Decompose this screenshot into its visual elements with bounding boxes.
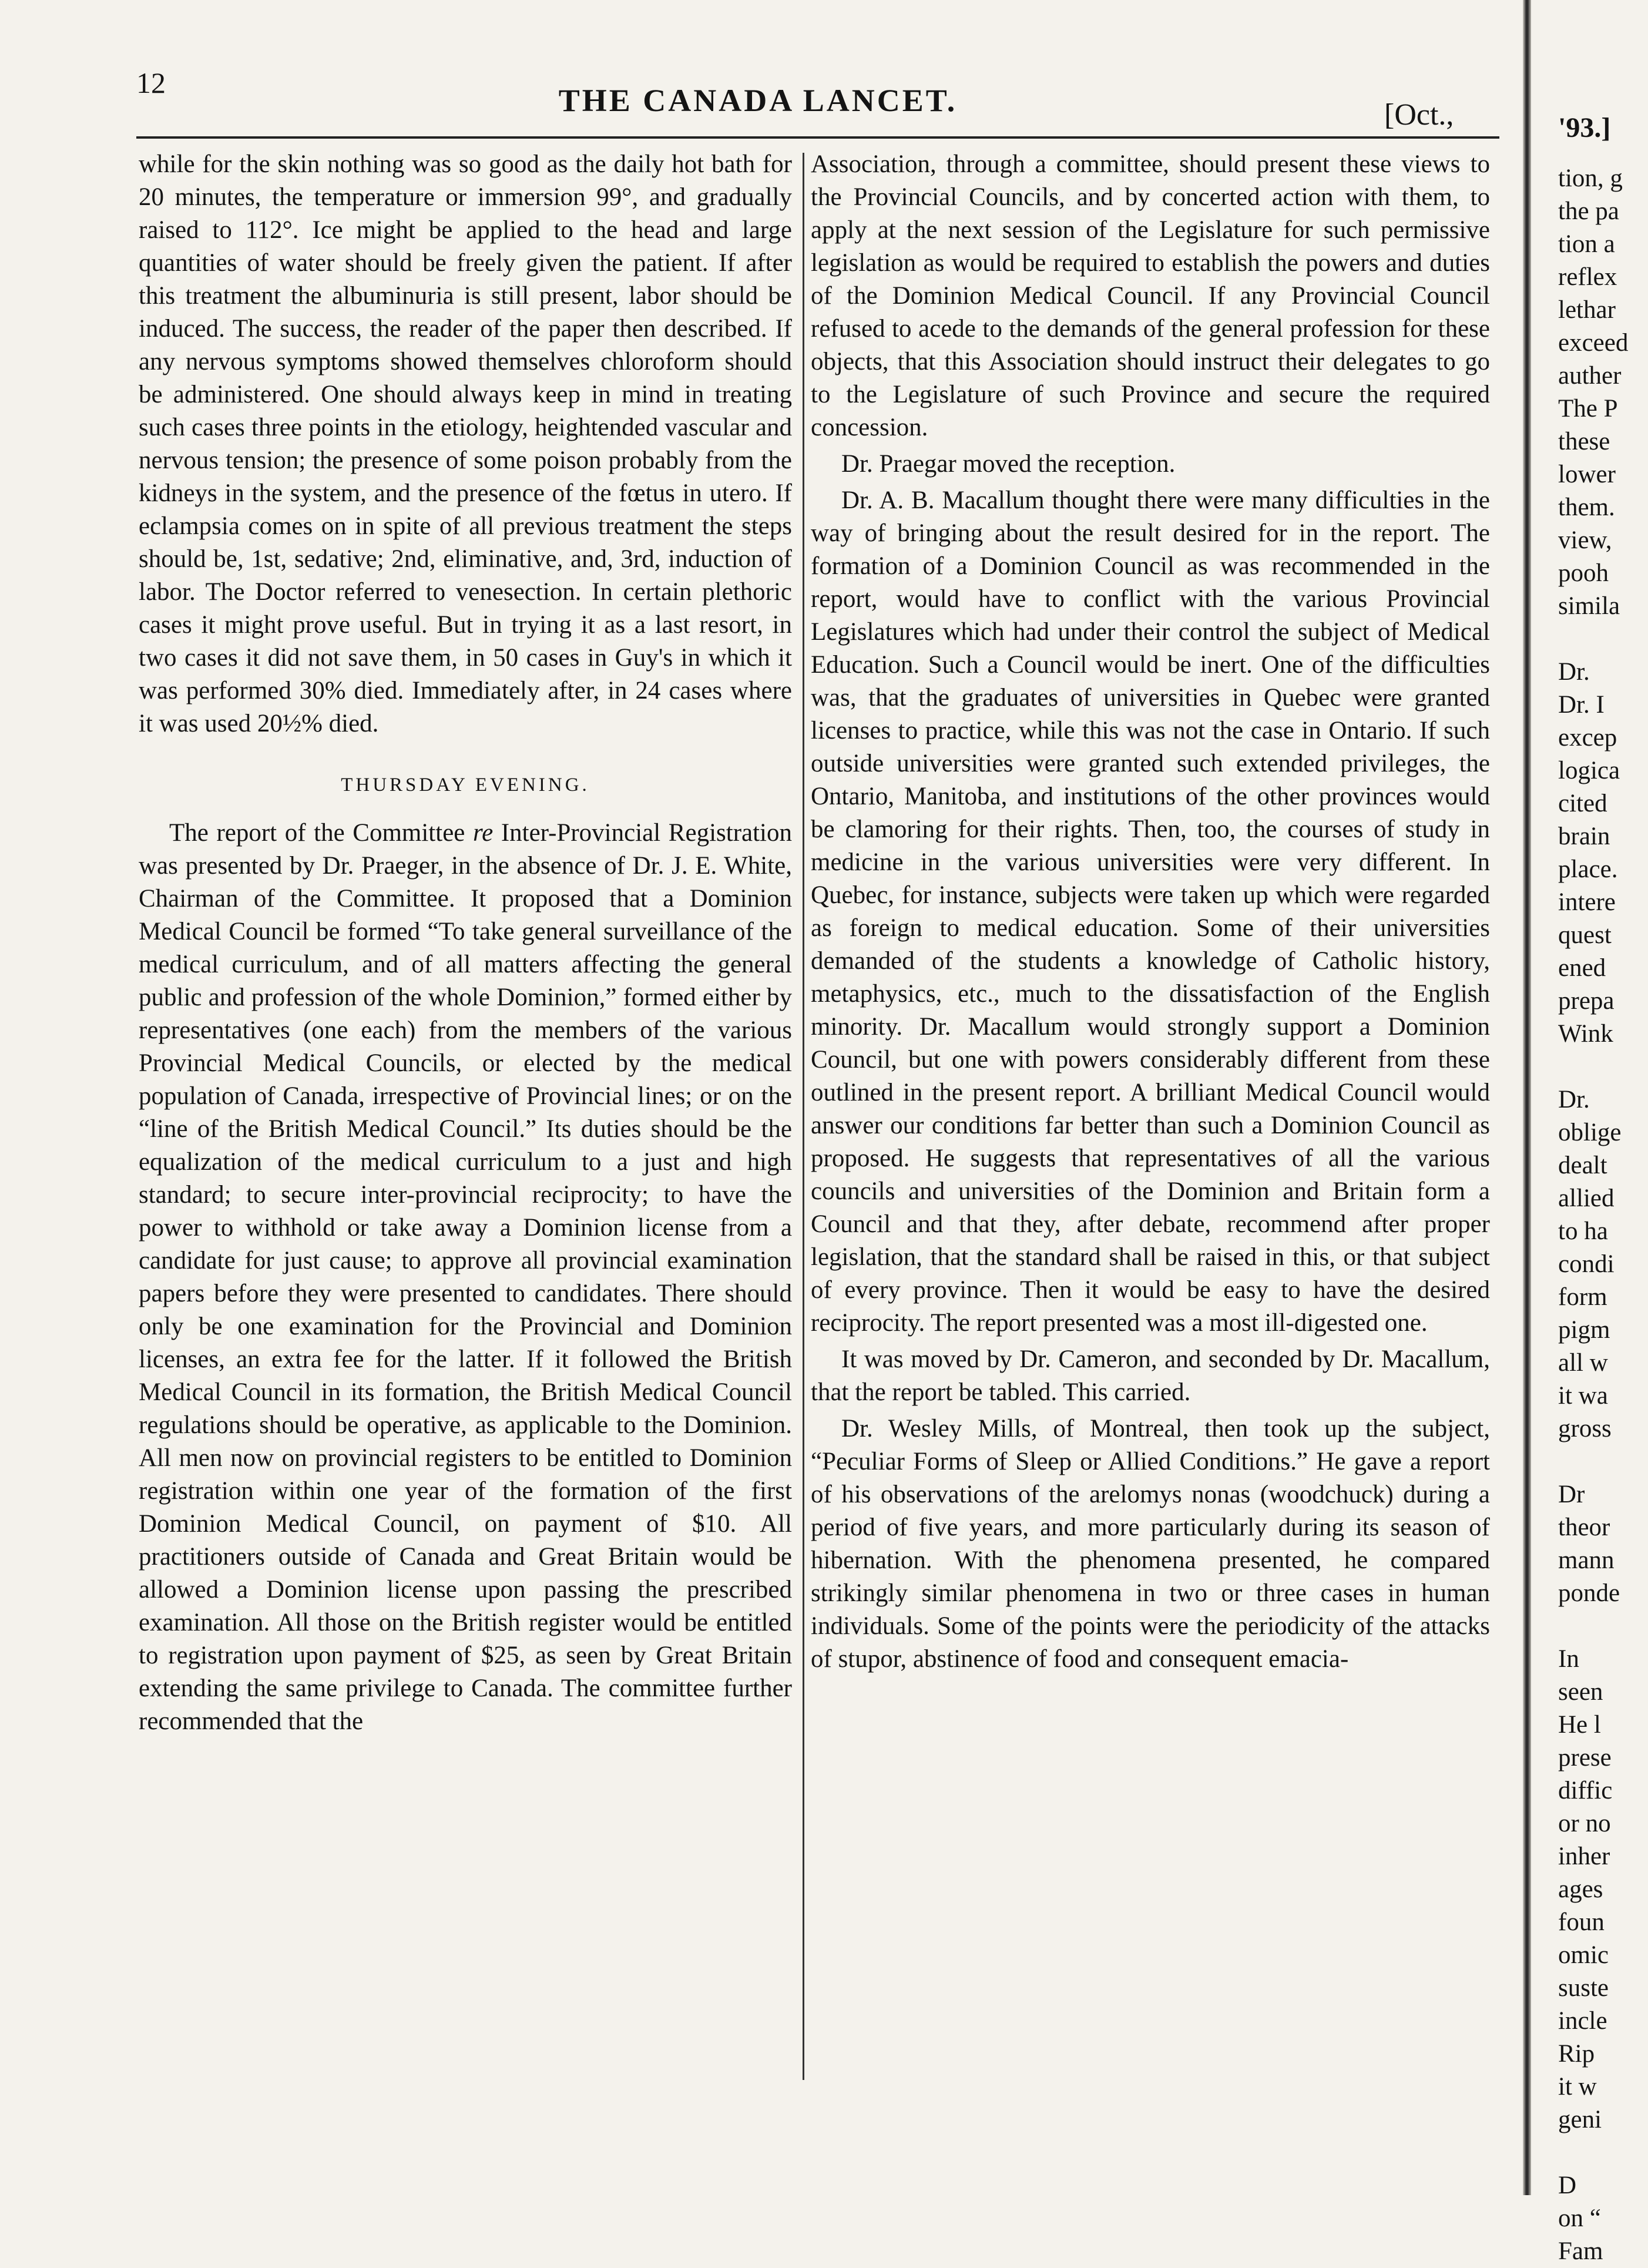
fragment-line: Wink <box>1558 1020 1613 1048</box>
fragment-line: Dr. I <box>1558 691 1605 719</box>
fragment-line: on “ <box>1558 2205 1601 2232</box>
fragment-line: form <box>1558 1283 1607 1311</box>
fragment-line: gross <box>1558 1415 1612 1442</box>
fragment-line: omic <box>1558 1941 1609 1969</box>
fragment-line: inher <box>1558 1843 1610 1870</box>
fragment-line: ened <box>1558 954 1606 982</box>
fragment-line: prepa <box>1558 987 1615 1015</box>
fragment-line: condi <box>1558 1250 1615 1278</box>
committee-report-re: re <box>472 819 494 847</box>
fragment-line: tion a <box>1558 230 1615 258</box>
fragment-line: Dr. <box>1558 658 1590 686</box>
fragment-line: dealt <box>1558 1152 1607 1179</box>
fragment-line: logica <box>1558 757 1620 784</box>
fragment-line: the pa <box>1558 197 1619 225</box>
fragment-line: ages <box>1558 1876 1603 1903</box>
fragment-line: to ha <box>1558 1217 1608 1245</box>
fragment-line: view, <box>1558 526 1612 554</box>
next-page-header: '93.] <box>1558 112 1611 143</box>
paragraph-report-tabled: It was moved by Dr. Cameron, and seconded by Dr. Macallum, that the report be tabled. This carried. <box>811 1346 1490 1406</box>
fragment-line: lower <box>1558 461 1616 488</box>
fragment-line <box>1558 1051 1648 1083</box>
fragment-line <box>1558 2136 1648 2169</box>
fragment-line: place. <box>1558 855 1618 883</box>
page-gutter-fold <box>1523 0 1531 2195</box>
paragraph-macallum-response: Dr. A. B. Macallum thought there were many difficulties in the way of bringing about the result desired for in the report. The formation of a Dominion Council as was recommended in the report, would have to conflict with the various Provincial Legislatures which had under their control the subject of Medical Education. Such a Council would be inert. One of the difficulties was, that the graduates of universities in Quebec were granted licenses to practice, while this was not the case in Ontario. If such outside universities were granted such extended privileges, the Ontario, Manitoba, and institutions of the other provinces would be clamoring for their rights. Then, too, the courses of study in medicine in the various universities were very different. In Quebec, for instance, subjects were taken up which were regarded as foreign to medical education. Some of their universities demanded of the students a knowledge of Catholic history, metaphysics, etc., much to the dissatisfaction of the English minority. Dr. Macallum would strongly support a Dominion Council, but one with powers considerably different from these outlined in the present report. A brilliant Medical Council would answer our conditions far better than such a Dominion Council as proposed. He suggests that representatives of all the various councils and universities of the Dominion and Britain form a Council and that they, after debate, recommend after proper legislation, that the standard shall be raised in this, or that subject of every province. Then it would be easy to have the desired reciprocity. The report presented was a most ill-digested one. <box>811 487 1490 1337</box>
column-divider <box>803 153 804 2080</box>
fragment-line: auther <box>1558 362 1622 390</box>
fragment-line: these <box>1558 428 1610 455</box>
committee-report-text-b: Inter-Provincial Registration was presented by Dr. Praeger, in the absence of Dr. J. E. White, Chairman of the Committee. It proposed that a Dominion Medical Council be formed “To take general surveillance of the medical curriculum, and of all matters affecting the general public and profession of the whole Dominion,” formed either by representatives (one each) from the members of the various Provincial Medical Councils, or elected by the medical population of Canada, irrespective of Provincial lines; or on the “line of the British Medical Council.” Its duties should be the equalization of the medical curriculum to a just and high standard; to secure inter-provincial reciprocity; to have the power to withhold or take away a Dominion license from a candidate for just cause; to approve all provincial examination papers before they were presented to candidates. There should only be one examination for the Provincial and Dominion licenses, an extra fee for the latter. If it followed the British Medical Council in its formation, the British Medical Council regulations should be operative, as applicable to the Dominion. All men now on provincial registers to be entitled to Dominion registration within one year of the formation of the first Dominion Medical Council, on payment of $10. All practitioners outside of Canada and Great Britain would be allowed a Dominion license upon passing the prescribed examination. All those on the British register would be entitled to registration upon payment of $25, as seen by Great Britain extending the same privilege to Canada. The committee further recommended that the <box>139 819 792 1735</box>
paragraph-wesley-mills: Dr. Wesley Mills, of Montreal, then took up the subject, “Peculiar Forms of Sleep or Allied Conditions.” He gave a report of his observations of the arelomys nonas (woodchuck) during a period of five years, and more particularly during its season of hibernation. With the phenomena presented, he compared strikingly similar phenomena in two or three cases in human individuals. Some of the points were the periodicity of the attacks of stupor, abstinence of food and consequent emacia- <box>811 1415 1490 1673</box>
fragment-line: pooh <box>1558 559 1609 587</box>
next-page-fragment <box>1558 162 1648 2268</box>
fragment-line: The P <box>1558 395 1618 422</box>
fragment-line: exceed <box>1558 329 1629 357</box>
page-number: 12 <box>136 66 166 99</box>
fragment-line: ponde <box>1558 1579 1620 1607</box>
section-heading-thursday-evening: THURSDAY EVENING. <box>341 774 590 796</box>
fragment-line: Dr. <box>1558 1086 1590 1113</box>
fragment-line: them. <box>1558 494 1615 521</box>
fragment-line: simila <box>1558 592 1620 620</box>
fragment-line: incle <box>1558 2007 1607 2035</box>
paragraph-committee-report <box>139 817 792 1738</box>
fragment-line: quest <box>1558 921 1612 949</box>
journal-title: THE CANADA LANCET. <box>558 83 958 118</box>
fragment-line: diffic <box>1558 1777 1613 1804</box>
fragment-line: reflex <box>1558 263 1617 291</box>
left-column <box>139 148 792 1742</box>
fragment-line: allied <box>1558 1185 1615 1212</box>
fragment-line: prese <box>1558 1744 1612 1772</box>
fragment-line: intere <box>1558 888 1616 916</box>
fragment-line: lethar <box>1558 296 1616 324</box>
fragment-line <box>1558 1610 1648 1643</box>
fragment-line: geni <box>1558 2106 1602 2133</box>
fragment-line: oblige <box>1558 1119 1622 1146</box>
fragment-line: D <box>1558 2172 1577 2199</box>
fragment-line: excep <box>1558 724 1617 751</box>
committee-report-text-a: The report of the Committee <box>169 819 473 847</box>
fragment-line: pigm <box>1558 1316 1610 1344</box>
fragment-line: brain <box>1558 823 1610 850</box>
fragment-line <box>1558 1445 1648 1478</box>
fragment-line: foun <box>1558 1908 1605 1936</box>
middle-column <box>811 148 1490 1679</box>
issue-date: [Oct., <box>1384 98 1454 132</box>
paragraph-association-views: Association, through a committee, should present these views to the Provincial Councils, and by concerted action with them, to apply at the next session of the Legislature for such permissive legislation as would be required to establish the powers and duties of the Dominion Medical Council. If any Provincial Council refused to acede to the demands of the general profession for these objects, that this Association should instruct their delegates to go to the Legislature of such Province and secure the required concession. <box>811 150 1490 441</box>
fragment-line: seen <box>1558 1678 1603 1706</box>
fragment-line: it wa <box>1558 1382 1608 1410</box>
fragment-line: or no <box>1558 1810 1611 1837</box>
fragment-line: tion, g <box>1558 165 1623 192</box>
fragment-line: Fam <box>1558 2237 1603 2265</box>
header-rule <box>136 136 1499 139</box>
fragment-line: mann <box>1558 1546 1615 1574</box>
fragment-line: Dr <box>1558 1481 1585 1508</box>
fragment-line: it w <box>1558 2073 1597 2101</box>
fragment-line: suste <box>1558 1974 1609 2002</box>
paragraph-praegar-motion: Dr. Praegar moved the reception. <box>841 450 1176 478</box>
fragment-line: cited <box>1558 790 1607 817</box>
fragment-line: Rip <box>1558 2040 1595 2068</box>
paragraph-eclampsia-treatment: while for the skin nothing was so good as the daily hot bath for 20 minutes, the temperature or immersion 99°, and gradually raised to 112°. Ice might be applied to the head and large quantities of water should be freely given the patient. If after this treatment the albuminuria is still present, labor should be induced. The success, the reader of the paper then described. If any nervous symptoms showed themselves chloroform should be administered. One should always keep in mind in treating such cases three points in the etiology, heightended vascular and nervous tension; the presence of some poison probably from the kidneys in the system, and the presence of the fœtus in utero. If eclampsia comes on in spite of all previous treatment the steps should be, 1st, sedative; 2nd, eliminative, and, 3rd, induction of labor. The Doctor referred to venesection. In certain plethoric cases it might prove useful. But in trying it as a last resort, in two cases it did not save them, in 50 cases in Guy's in which it was performed 30% died. Immediately after, in 24 cases where it was used 20½% died. <box>139 150 792 737</box>
fragment-line: He l <box>1558 1711 1601 1739</box>
fragment-line: theor <box>1558 1514 1610 1541</box>
fragment-line <box>1558 623 1648 656</box>
fragment-line: all w <box>1558 1349 1608 1377</box>
fragment-line: In <box>1558 1645 1579 1673</box>
